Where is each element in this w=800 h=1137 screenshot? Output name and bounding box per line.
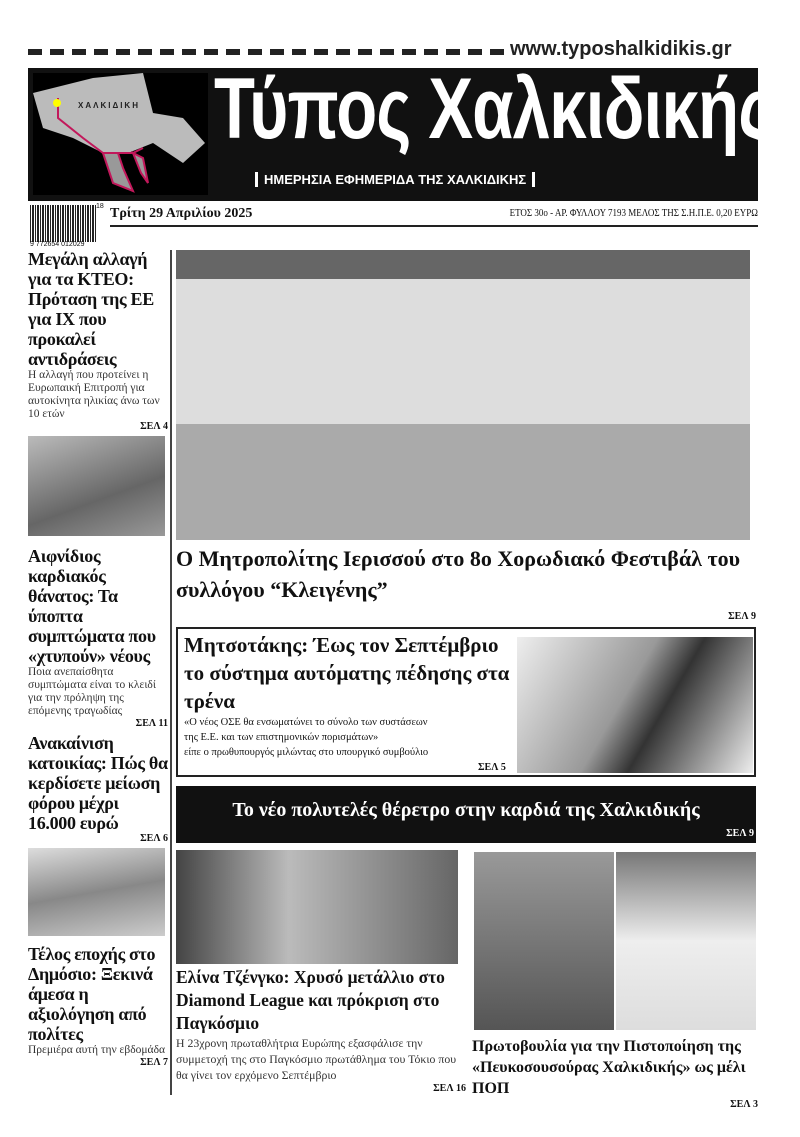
page-ref: ΣΕΛ 3: [730, 1099, 758, 1110]
photo-official: [616, 852, 756, 1030]
map-label: ΧΑΛΚΙΔΙΚΗ: [78, 101, 140, 110]
sport-summary: Η 23χρονη πρωταθλήτρια Ευρώπης εξασφάλισε την συμμετοχή της στο Παγκόσμιο πρωτάθλημα του Τόκιο που θα γίνει τον ερχόμενο Σεπτέμβριο: [176, 1036, 457, 1082]
page-ref: ΣΕΛ 16: [433, 1083, 466, 1094]
honey-headline[interactable]: Πρωτοβουλία για την Πιστοποίηση της «Πευκοσουσούρας Χαλκιδικής» ως μέλι ΠΟΠ: [472, 1038, 746, 1097]
quote-line: είπε ο πρωθυπουργός μιλώντας στο υπουργικό συμβούλιο: [184, 747, 429, 758]
left-headline-1[interactable]: Μεγάλη αλλαγή για τα ΚΤΕΟ: Πρόταση της ΕΕ για ΙΧ που προκαλεί αντιδράσεις: [28, 249, 154, 369]
issue-date: Τρίτη 29 Απριλίου 2025: [110, 206, 253, 221]
divider: [110, 225, 758, 227]
page-ref: ΣΕΛ 9: [728, 611, 756, 622]
left-headline-2[interactable]: Αιφνίδιος καρδιακός θάνατος: Τα ύποπτα συμπτώματα που «χτυπούν» νέους: [28, 546, 156, 666]
page-ref: ΣΕΛ 5: [478, 762, 506, 773]
banner-headline[interactable]: Το νέο πολυτελές θέρετρο στην καρδιά της Χαλκιδικής: [232, 799, 700, 821]
left-summary-4: Πρεμιέρα αυτή την εβδομάδα: [28, 1044, 166, 1056]
left-summary-2: Ποια ανεπαίσθητα συμπτώματα είναι το κλειδί για την πρόληψη της επόμενης τραγωδίας: [28, 666, 156, 717]
quote-line: της Ε.Ε. και των επιστημονικών πορισμάτων»: [184, 732, 379, 743]
quote-line: «Ο νέος ΟΣΕ θα ενσωματώνει το σύνολο των συστάσεων: [184, 717, 428, 728]
photo-choir-festival: [176, 250, 750, 540]
banner-resort: [176, 786, 756, 843]
issue-info: ΕΤΟΣ 30ο - ΑΡ. ΦΥΛΛΟΥ 7193 ΜΕΛΟΣ ΤΗΣ Σ.Η.Π.Ε. 0,20 ΕΥΡΩ: [509, 208, 758, 219]
website-url[interactable]: www.typoshalkidikis.gr: [510, 38, 732, 60]
page-ref: ΣΕΛ 11: [135, 718, 168, 729]
column-divider: [170, 250, 172, 1095]
sport-article: [176, 966, 466, 1094]
photo-office: [28, 848, 165, 936]
news-box-mitsotakis: [176, 627, 756, 777]
box-headline[interactable]: Μητσοτάκης: Έως τον Σεπτέμβριο το σύστημα αυτόματης πέδησης στα τρένα: [184, 633, 510, 713]
lead-headline[interactable]: Ο Μητροπολίτης Ιερισσού στο 8ο Χορωδιακό Φεστιβάλ του συλλόγου “Κλειγένης”: [176, 546, 741, 602]
barcode-number: 9 772654 012029: [30, 241, 85, 248]
left-headline-4[interactable]: Τέλος εποχής στο Δημόσιο: Ξεκινά άμεσα η αξιολόγηση από πολίτες: [28, 944, 156, 1044]
photo-heart-attack: [28, 436, 165, 536]
barcode-addon: 18: [96, 203, 104, 210]
page-ref: ΣΕΛ 7: [140, 1057, 168, 1068]
honey-article: [472, 1036, 758, 1110]
newspaper-title: Τύπος Χαλκιδικής: [214, 61, 773, 157]
page-ref: ΣΕΛ 9: [726, 828, 754, 839]
box-quote: [184, 715, 428, 760]
photo-pine-heather: [474, 852, 614, 1030]
page-ref: ΣΕΛ 4: [140, 421, 168, 432]
chalkidiki-map-logo: [33, 73, 208, 195]
left-summary-1: Η αλλαγή που προτείνει η Ευρωπαική Επιτροπή για αυτοκίνητα ηλικίας άνω των 10 ετών: [28, 369, 160, 420]
newspaper-subtitle: ΗΜΕΡΗΣΙΑ ΕΦΗΜΕΡΙΔΑ ΤΗΣ ΧΑΛΚΙΔΙΚΗΣ: [255, 172, 535, 187]
barcode: [30, 205, 96, 242]
left-column: [28, 249, 168, 1068]
page-ref: ΣΕΛ 6: [140, 833, 168, 844]
dashed-rule: [28, 49, 506, 55]
photo-mitsotakis: [517, 637, 753, 773]
left-headline-3[interactable]: Ανακαίνιση κατοικίας: Πώς θα κερδίσετε μείωση φόρου μέχρι 16.000 ευρώ: [28, 733, 168, 833]
sport-headline[interactable]: Ελίνα Τζένγκο: Χρυσό μετάλλιο στο Diamond League και πρόκριση στο Παγκόσμιο: [176, 967, 445, 1033]
photo-athlete: [176, 850, 458, 964]
